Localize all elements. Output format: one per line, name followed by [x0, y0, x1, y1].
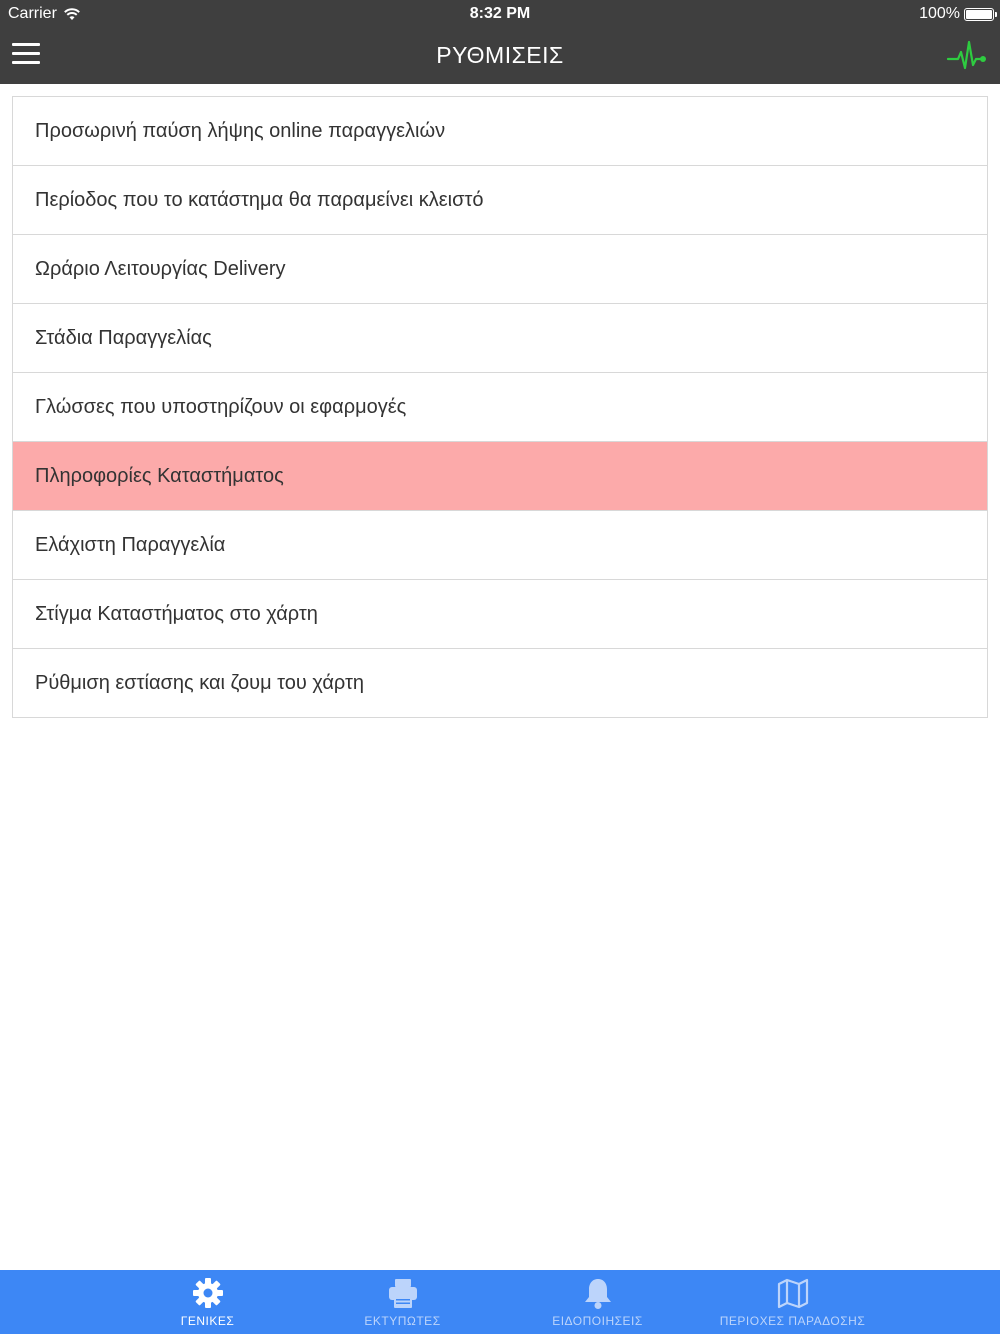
tab-bar: [0, 1270, 1000, 1334]
tab-delivery-areas-label: ΠΕΡΙΟΧΕΣ ΠΑΡΑΔΟΣΗΣ: [719, 1314, 866, 1328]
settings-item-map-focus-zoom[interactable]: Ρύθμιση εστίασης και ζουμ του χάρτη: [35, 671, 365, 694]
status-time: 8:32 PM: [469, 5, 531, 22]
battery-percent: 100%: [919, 5, 960, 22]
settings-item-store-closed-period[interactable]: Περίοδος που το κατάστημα θα παραμείνει κλειστό: [13, 166, 987, 235]
settings-item-store-map-pin[interactable]: Στίγμα Καταστήματος στο χάρτη: [13, 580, 987, 649]
printer-icon: [386, 1276, 420, 1310]
settings-list: [12, 96, 988, 718]
settings-item-languages[interactable]: Γλώσσες που υποστηρίζουν οι εφαρμογές: [13, 373, 987, 442]
page-title: ΡΥΘΜΙΣΕΙΣ: [436, 42, 564, 68]
tab-notifications-label: ΕΙΔΟΠΟΙΗΣΕΙΣ: [552, 1314, 643, 1328]
tab-notifications[interactable]: [500, 1270, 695, 1334]
status-right: [919, 5, 994, 23]
carrier-label: Carrier: [8, 5, 57, 22]
settings-item-pause-online-orders[interactable]: Προσωρινή παύση λήψης online παραγγελιών: [13, 97, 987, 166]
tab-general-label: ΓΕΝΙΚΕΣ: [180, 1314, 235, 1328]
heartbeat-icon: [946, 38, 988, 74]
map-icon: [776, 1276, 810, 1310]
bell-icon: [581, 1276, 615, 1310]
gear-icon: [191, 1276, 225, 1310]
tab-printers-label: ΕΚΤΥΠΩΤΕΣ: [364, 1314, 441, 1328]
settings-item-delivery-hours[interactable]: Ωράριο Λειτουργίας Delivery: [13, 235, 987, 304]
tab-general[interactable]: [110, 1270, 305, 1334]
tab-delivery-areas[interactable]: [695, 1270, 890, 1334]
settings-item-order-stages[interactable]: Στάδια Παραγγελίας: [13, 304, 987, 373]
settings-item-minimum-order[interactable]: Ελάχιστη Παραγγελία: [13, 511, 987, 580]
activity-button[interactable]: [946, 38, 988, 74]
settings-item-store-info[interactable]: Πληροφορίες Καταστήματος: [13, 442, 987, 511]
status-bar: [0, 0, 1000, 28]
battery-icon: [964, 8, 994, 21]
nav-bar: [0, 28, 1000, 84]
tab-printers[interactable]: [305, 1270, 500, 1334]
